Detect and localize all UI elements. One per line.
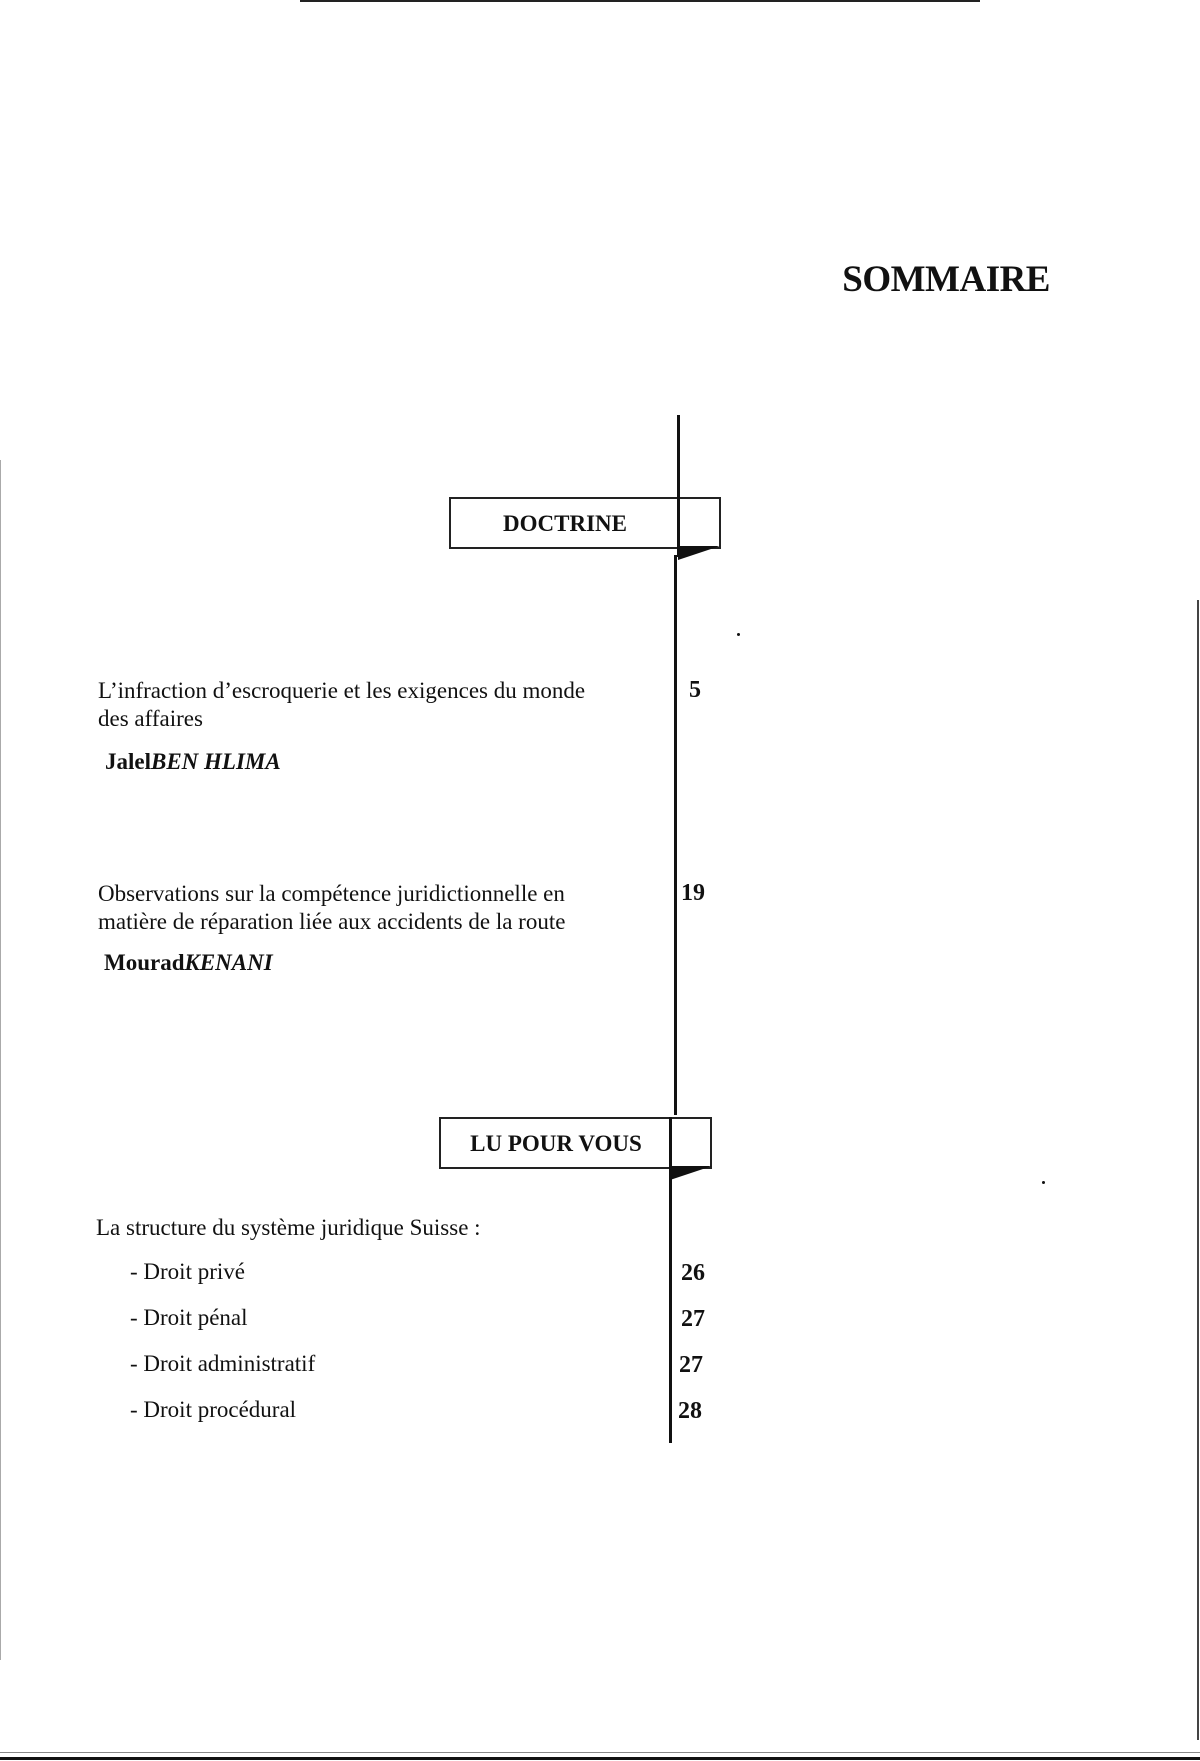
scan-edge-top xyxy=(300,0,980,2)
scan-edge-right xyxy=(1197,600,1199,1740)
entry-page-number: 19 xyxy=(681,880,705,906)
sub-item-page-number: 27 xyxy=(681,1306,705,1332)
sub-item-page-number: 27 xyxy=(679,1352,703,1378)
scan-edge-bottom-thin xyxy=(0,1752,1200,1753)
scan-edge-bottom xyxy=(0,1757,1200,1760)
sub-item-label: - Droit procédural xyxy=(130,1397,297,1422)
timeline-line-bottom xyxy=(669,1168,672,1443)
section-title-doctrine: DOCTRINE xyxy=(503,511,627,536)
section-divider xyxy=(669,1117,672,1169)
entry-title-line: matière de réparation liée aux accidents de la route xyxy=(98,909,566,934)
entry-title-line: L’infraction d’escroquerie et les exigences du monde xyxy=(98,678,586,703)
scan-speck xyxy=(737,633,740,636)
flag-marker-icon xyxy=(676,546,722,562)
sub-item-label: - Droit pénal xyxy=(130,1305,248,1330)
entry-author xyxy=(105,749,281,775)
sub-item-label: - Droit privé xyxy=(130,1259,245,1284)
timeline-line-middle xyxy=(674,555,677,1115)
author-first-name: Mourad xyxy=(104,950,185,975)
scan-speck xyxy=(1042,1181,1045,1184)
section-header-doctrine xyxy=(449,497,721,549)
author-last-name: KENANI xyxy=(184,950,273,975)
sub-item-page-number: 26 xyxy=(681,1260,705,1286)
entry-author xyxy=(104,950,273,976)
flag-marker-icon xyxy=(668,1166,714,1182)
entry-page-number: 5 xyxy=(689,677,701,703)
page-title: SOMMAIRE xyxy=(842,259,1050,300)
section-title-lu-pour-vous: LU POUR VOUS xyxy=(470,1131,642,1156)
section-divider xyxy=(677,497,680,549)
entry-title-line: Observations sur la compétence juridictionnelle en xyxy=(98,881,565,906)
sub-item-label: - Droit administratif xyxy=(130,1351,316,1376)
author-first-name: Jalel xyxy=(105,749,151,774)
author-last-name: BEN HLIMA xyxy=(151,749,281,774)
entry-title-line: des affaires xyxy=(98,706,203,731)
sub-item-page-number: 28 xyxy=(678,1398,702,1424)
entry-intro: La structure du système juridique Suisse : xyxy=(96,1215,481,1240)
scan-edge-left xyxy=(0,460,1,1660)
